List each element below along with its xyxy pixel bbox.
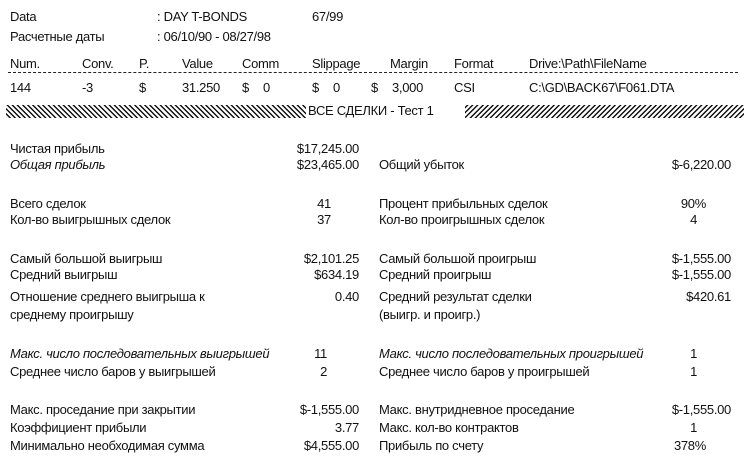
profit-factor-value: 3.77 — [334, 420, 359, 435]
min-account-value: $4,555.00 — [303, 438, 359, 453]
data-code: 67/99 — [312, 9, 344, 24]
col-format: Format — [454, 56, 494, 71]
return-on-account-label: Прибыль по счету — [379, 438, 484, 453]
col-num: Num. — [10, 56, 40, 71]
max-consec-loss-value: 1 — [690, 346, 697, 361]
pct-profitable-value: 90% — [680, 196, 706, 211]
param-format: CSI — [454, 80, 475, 95]
avg-trade-value: $420.61 — [686, 289, 731, 304]
col-p: P. — [139, 56, 150, 71]
dashed-divider — [8, 72, 738, 73]
ratio-label-line1: Отношение среднего выигрыша к — [10, 289, 205, 304]
param-comm: 0 — [263, 80, 270, 95]
pct-profitable-label: Процент прибыльных сделок — [379, 196, 548, 211]
max-drawdown-intraday-label: Макс. внутридневное проседание — [379, 402, 575, 417]
avg-win-label: Средний выигрыш — [10, 267, 118, 282]
param-margin: 3,000 — [392, 80, 424, 95]
gross-profit-value: $23,465.00 — [296, 157, 359, 172]
col-value: Value — [182, 56, 213, 71]
largest-loss-value: $-1,555.00 — [671, 251, 731, 266]
gross-loss-label: Общий убыток — [379, 157, 464, 172]
param-slippage-currency: $ — [312, 80, 319, 95]
losing-trades-value: 4 — [690, 212, 697, 227]
winning-trades-label: Кол-во выигрышных сделок — [10, 212, 171, 227]
avg-trade-label-line1: Средний результат сделки — [379, 289, 532, 304]
param-path: C:\GD\BACK67\F061.DTA — [529, 80, 675, 95]
max-consec-win-value: 11 — [314, 346, 327, 361]
min-account-label: Минимально необходимая сумма — [10, 438, 205, 453]
net-profit-label: Чистая прибыль — [10, 141, 105, 156]
gross-loss-value: $-6,220.00 — [671, 157, 731, 172]
max-drawdown-close-value: $-1,555.00 — [299, 402, 359, 417]
col-slippage: Slippage — [312, 56, 361, 71]
largest-win-value: $2,101.25 — [303, 251, 359, 266]
avg-win-value: $634.19 — [314, 267, 359, 282]
largest-win-label: Самый большой выигрыш — [10, 251, 163, 266]
max-drawdown-intraday-value: $-1,555.00 — [671, 402, 731, 417]
avg-bars-loss-value: 1 — [690, 364, 697, 379]
max-consec-win-label: Макс. число последовательных выигрышей — [10, 346, 270, 361]
max-contracts-value: 1 — [690, 420, 697, 435]
avg-loss-value: $-1,555.00 — [671, 267, 731, 282]
net-profit-value: $17,245.00 — [296, 141, 359, 156]
col-conv: Conv. — [82, 56, 114, 71]
avg-trade-label-line2: (выигр. и проигр.) — [379, 307, 481, 322]
largest-loss-label: Самый большой проигрыш — [379, 251, 537, 266]
col-comm: Comm — [242, 56, 280, 71]
param-num: 144 — [10, 80, 31, 95]
avg-loss-label: Средний проигрыш — [379, 267, 492, 282]
dates-value: : 06/10/90 - 08/27/98 — [157, 29, 271, 44]
max-contracts-label: Макс. кол-во контрактов — [379, 420, 519, 435]
losing-trades-label: Кол-во проигрышных сделок — [379, 212, 545, 227]
banner-title: ВСЕ СДЕЛКИ - Тест 1 — [308, 103, 434, 118]
param-slippage: 0 — [333, 80, 340, 95]
return-on-account-value: 378% — [673, 438, 706, 453]
param-margin-currency: $ — [371, 80, 378, 95]
ratio-label-line2: среднему проигрышу — [10, 307, 134, 322]
data-value: : DAY T-BONDS — [157, 9, 248, 24]
section-banner — [6, 102, 744, 120]
total-trades-label: Всего сделок — [10, 196, 86, 211]
param-conv: -3 — [82, 80, 93, 95]
gross-profit-label: Общая прибыль — [10, 157, 106, 172]
param-value: 31.250 — [182, 80, 220, 95]
max-drawdown-close-label: Макс. проседание при закрытии — [10, 402, 196, 417]
hatch-right — [465, 105, 744, 118]
avg-bars-win-value: 2 — [320, 364, 327, 379]
hatch-left — [6, 105, 306, 118]
col-margin: Margin — [390, 56, 428, 71]
data-label: Data — [10, 9, 37, 24]
ratio-value: 0.40 — [334, 289, 359, 304]
param-comm-currency: $ — [242, 80, 249, 95]
profit-factor-label: Коэффициент прибыли — [10, 420, 147, 435]
col-path: Drive:\Path\FileName — [529, 56, 647, 71]
max-consec-loss-label: Макс. число последовательных проигрышей — [379, 346, 644, 361]
avg-bars-loss-label: Среднее число баров у проигрышей — [379, 364, 590, 379]
param-p: $ — [139, 80, 146, 95]
avg-bars-win-label: Среднее число баров у выигрышей — [10, 364, 216, 379]
total-trades-value: 41 — [317, 196, 331, 211]
dates-label: Расчетные даты — [10, 29, 105, 44]
winning-trades-value: 37 — [317, 212, 331, 227]
